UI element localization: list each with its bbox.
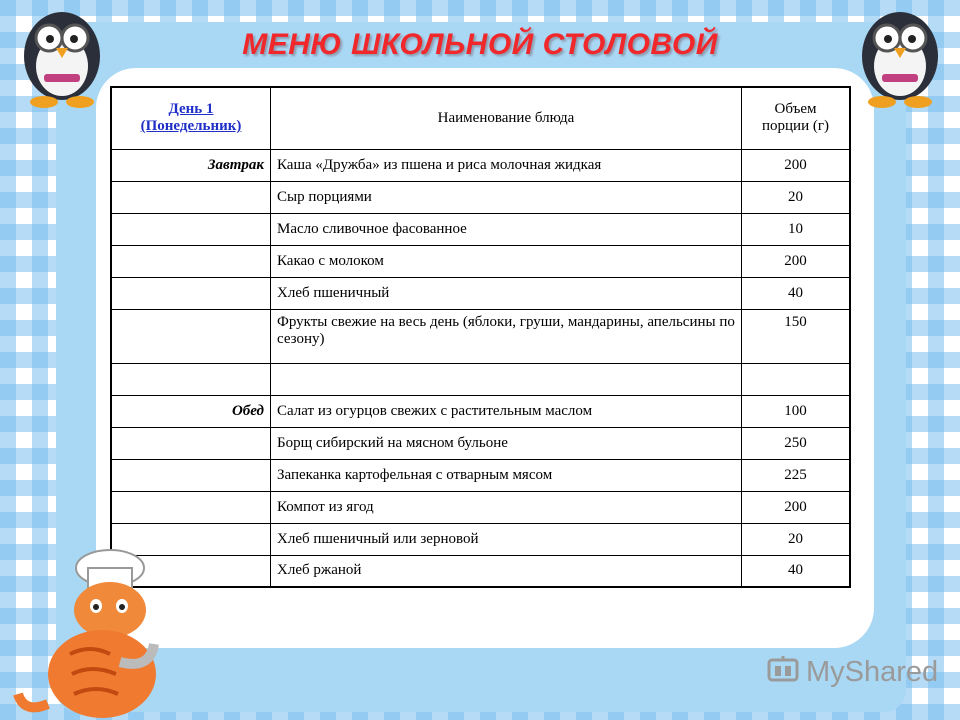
table-row xyxy=(111,363,850,395)
header-qty-cell xyxy=(742,87,851,149)
qty-cell: 40 xyxy=(742,277,851,309)
qty-cell: 200 xyxy=(742,491,851,523)
meal-cell xyxy=(111,245,271,277)
table-row xyxy=(111,523,850,555)
table-row xyxy=(111,491,850,523)
table-row xyxy=(111,213,850,245)
header-qty-line2: порции (г) xyxy=(761,118,829,135)
dish-cell xyxy=(271,363,742,395)
qty-cell: 20 xyxy=(742,181,851,213)
table-row xyxy=(111,459,850,491)
qty-cell: 10 xyxy=(742,213,851,245)
qty-cell: 40 xyxy=(742,555,851,587)
watermark-text: MyShared xyxy=(806,656,939,688)
chef-cat-icon xyxy=(10,544,180,720)
dish-cell: Борщ сибирский на мясном бульоне xyxy=(271,427,742,459)
qty-cell: 150 xyxy=(742,309,851,363)
dish-cell: Каша «Дружба» из пшена и риса молочная жидкая xyxy=(271,149,742,181)
header-day-weekday: (Понедельник) xyxy=(140,118,242,135)
header-day-cell xyxy=(111,87,271,149)
header-day-label: День 1 xyxy=(168,101,214,118)
dish-cell: Салат из огурцов свежих с растительным маслом xyxy=(271,395,742,427)
table-row xyxy=(111,395,850,427)
dish-cell: Масло сливочное фасованное xyxy=(271,213,742,245)
meal-cell: Обед xyxy=(111,395,271,427)
table-row xyxy=(111,277,850,309)
qty-cell: 250 xyxy=(742,427,851,459)
qty-cell xyxy=(742,363,851,395)
qty-cell: 100 xyxy=(742,395,851,427)
qty-cell: 200 xyxy=(742,149,851,181)
table-row xyxy=(111,427,850,459)
table-row xyxy=(111,149,850,181)
meal-cell xyxy=(111,277,271,309)
meal-cell: Завтрак xyxy=(111,149,271,181)
meal-cell xyxy=(111,363,271,395)
menu-table xyxy=(110,86,851,588)
qty-cell: 200 xyxy=(742,245,851,277)
header-qty-line1: Объем xyxy=(774,101,817,118)
meal-cell xyxy=(111,309,271,363)
table-row xyxy=(111,245,850,277)
header-dish-cell: Наименование блюда xyxy=(271,87,742,149)
qty-cell: 225 xyxy=(742,459,851,491)
table-row xyxy=(111,555,850,587)
table-header-row xyxy=(111,87,850,149)
dish-cell: Запеканка картофельная с отварным мясом xyxy=(271,459,742,491)
dish-cell: Хлеб ржаной xyxy=(271,555,742,587)
dish-cell: Сыр порциями xyxy=(271,181,742,213)
watermark-logo-icon xyxy=(766,654,800,688)
dish-cell: Хлеб пшеничный xyxy=(271,277,742,309)
meal-cell xyxy=(111,213,271,245)
dish-cell: Компот из ягод xyxy=(271,491,742,523)
meal-cell xyxy=(111,181,271,213)
meal-cell xyxy=(111,491,271,523)
page-title: МЕНЮ ШКОЛЬНОЙ СТОЛОВОЙ xyxy=(242,28,718,61)
dish-cell: Фрукты свежие на весь день (яблоки, груши, мандарины, апельсины по сезону) xyxy=(271,309,742,363)
qty-cell: 20 xyxy=(742,523,851,555)
penguin-icon xyxy=(852,4,948,108)
table-row xyxy=(111,181,850,213)
table-row xyxy=(111,309,850,363)
dish-cell: Какао с молоком xyxy=(271,245,742,277)
penguin-icon xyxy=(14,4,110,108)
meal-cell xyxy=(111,459,271,491)
watermark xyxy=(766,654,939,694)
meal-cell xyxy=(111,427,271,459)
dish-cell: Хлеб пшеничный или зерновой xyxy=(271,523,742,555)
